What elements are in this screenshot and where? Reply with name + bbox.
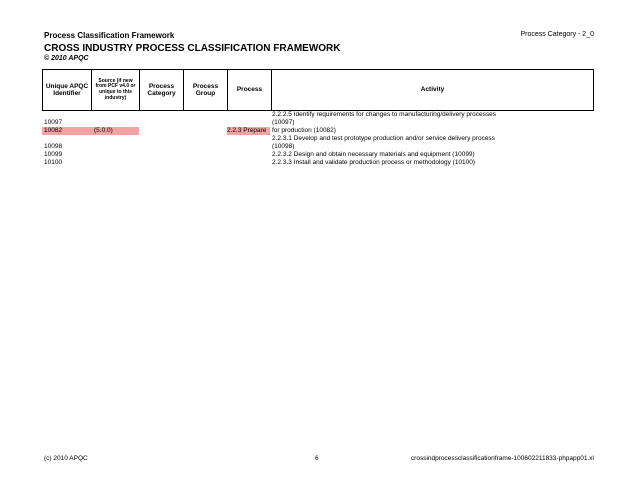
col-header-process: Process xyxy=(228,70,272,111)
row-activity: 2.2.3.2 Design and obtain necessary materials and equipment (10099) xyxy=(272,151,475,158)
row-source: (5.0.0) xyxy=(94,127,113,134)
page-title: CROSS INDUSTRY PROCESS CLASSIFICATION FRAMEWORK xyxy=(44,43,341,54)
row-activity: (10098) xyxy=(272,143,295,150)
row-identifier: 10082 xyxy=(44,127,63,134)
table-row xyxy=(44,111,594,119)
header-framework-name: Process Classification Framework xyxy=(44,31,175,40)
row-activity: for production (10082) xyxy=(272,127,336,134)
copyright-line: © 2010 APQC xyxy=(44,55,89,62)
column-header-table xyxy=(42,69,594,111)
row-activity: (10097) xyxy=(272,119,295,126)
row-process: 2.2.3 Prepare xyxy=(227,127,267,134)
table-row xyxy=(44,143,594,151)
footer-copyright: (c) 2010 APQC xyxy=(44,455,88,462)
col-header-category: Process Category xyxy=(140,70,184,111)
table-row xyxy=(44,151,594,159)
header-process-category: Process Category - 2_0 xyxy=(520,31,594,38)
row-identifier: 10097 xyxy=(44,119,63,126)
row-activity: 2.2.3.1 Develop and test prototype production and/or service delivery process xyxy=(272,135,495,142)
footer-page-number: 6 xyxy=(315,455,319,462)
col-header-id: Unique APQC Identifier xyxy=(43,70,92,111)
col-header-group: Process Group xyxy=(184,70,228,111)
row-identifier: 10099 xyxy=(44,151,63,158)
table-row xyxy=(44,135,594,143)
table-row xyxy=(44,127,594,135)
row-identifier: 10100 xyxy=(44,159,63,166)
col-header-activity: Activity xyxy=(272,70,594,111)
table-row xyxy=(44,119,594,127)
row-identifier: 10098 xyxy=(44,143,63,150)
row-activity: 2.2.3.3 Install and validate production process or methodology (10100) xyxy=(272,159,476,166)
footer-file-name: crossindprocessclassificationframe-100602211833-phpapp01.xl xyxy=(410,455,594,462)
row-activity: 2.2.2.5 Identify requirements for changes to manufacturing/delivery processes xyxy=(272,111,497,118)
col-header-source: Source (if new from PCF v4.0 or unique to this industry) xyxy=(92,70,140,111)
table-row xyxy=(44,159,594,167)
